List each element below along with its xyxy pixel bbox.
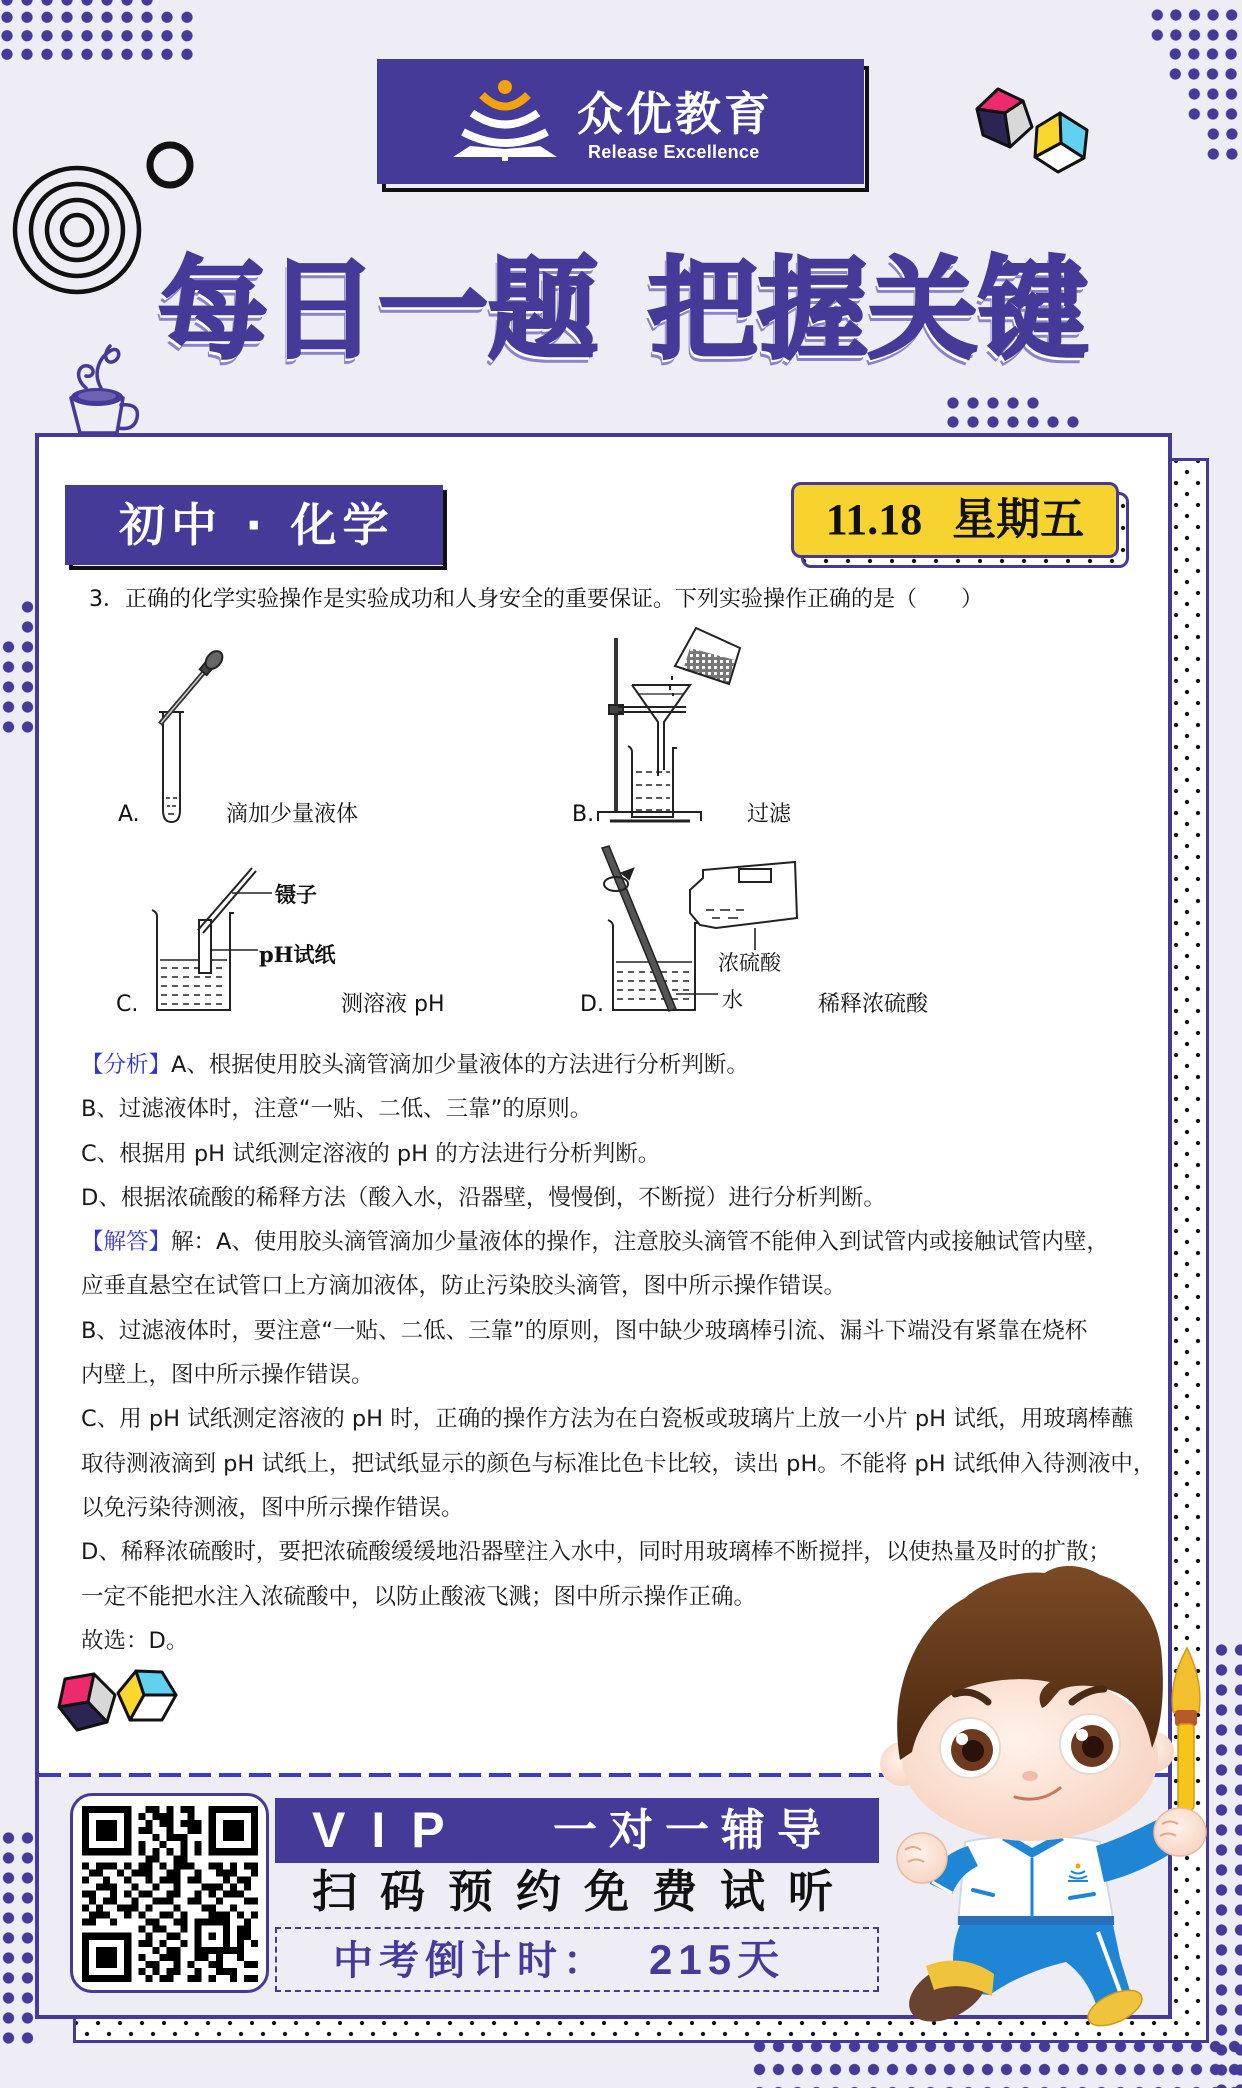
dot-grid-top-right: [1148, 5, 1242, 45]
vip-banner: [275, 1798, 879, 1863]
headline-left: 每日一题: [158, 246, 598, 374]
option-d-letter: D.: [580, 992, 604, 1017]
solution-line: D、稀释浓硫酸时，要把浓硫酸缓缓地沿器壁注入水中，同时用玻璃棒不断搅拌，以使热量及时的扩散；: [81, 1539, 1111, 1566]
dot-grid-top-right: [1204, 124, 1242, 164]
concentric-circles: [15, 168, 139, 292]
qr-code: [82, 1806, 258, 1982]
question-stem: [89, 587, 983, 613]
figure-b-filtration: [598, 628, 740, 821]
vip-title: 一对一辅导: [553, 1805, 833, 1856]
solution-line: 一定不能把水注入浓硫酸中，以防止酸液飞溅；图中所示操作正确。: [81, 1583, 757, 1610]
solution-tag: 【解答】: [81, 1229, 172, 1256]
question-number: 3．: [89, 587, 125, 612]
headline-right: 把握关键: [648, 246, 1088, 374]
mascot-right-fist: [1154, 1808, 1206, 1856]
date-value: 11.18: [825, 495, 923, 544]
ring-icon: [150, 145, 190, 185]
answer-line: 故选：D。: [81, 1627, 189, 1654]
qr-code-frame: [70, 1793, 269, 1993]
analysis-tag: 【分析】: [81, 1052, 172, 1078]
option-a-caption: 滴加少量液体: [226, 802, 359, 827]
weekday-value: 星期五: [952, 495, 1085, 544]
scan-cta: 扫码预约免费试听: [312, 1865, 857, 1918]
callout-ph-paper: pH试纸: [259, 942, 336, 967]
analysis-line: [81, 1043, 1155, 1087]
solution-line: 以免污染待测液，图中所示操作错误。: [81, 1494, 464, 1521]
brand-logo-banner: [377, 59, 864, 184]
option-b-caption: 过滤: [747, 802, 792, 827]
dot-grid-top-right: [1166, 44, 1242, 84]
exam-countdown: [275, 1927, 879, 1992]
option-d-caption: 稀释浓硫酸: [818, 992, 929, 1017]
coffee-cup-icon: [60, 335, 160, 440]
callout-tweezers: 镊子: [275, 882, 317, 907]
solution-line: C、用 pH 试纸测定溶液的 pH 时，正确的操作方法为在白瓷板或玻璃片上放一小片 pH 试纸，用玻璃棒蘸: [81, 1406, 1134, 1433]
mascot-illustration: [880, 1560, 1220, 2040]
callout-water: 水: [722, 988, 743, 1012]
vip-label: VIP: [312, 1802, 471, 1858]
brand-slogan: Release Excellence: [588, 142, 760, 162]
solution-line: 取待测液滴到 pH 试纸上，把试纸显示的颜色与标准比色卡比较，读出 pH。不能将 pH 试纸伸入待测液中，: [81, 1450, 1156, 1477]
callout-conc-sulfuric-acid: 浓硫酸: [718, 951, 781, 975]
solution-line: 内壁上，图中所示操作错误。: [81, 1362, 374, 1389]
figure-c-ph-test: [152, 868, 272, 1010]
countdown-value: 215天: [649, 1936, 786, 1983]
mascot-head: [880, 1566, 1174, 1841]
analysis-line: B、过滤液体时，注意“一贴、二低、三靠”的原则。: [81, 1096, 593, 1123]
option-c-caption: 测溶液 pH: [341, 992, 445, 1017]
dot-grid-top-right: [1185, 84, 1242, 124]
cube-icon: [50, 1662, 185, 1737]
figure-a-dropper-test-tube: [159, 648, 226, 822]
solution-line: [81, 1220, 1155, 1264]
question-text: 正确的化学实验操作是实验成功和人身安全的重要保证。下列实验操作正确的是（ ）: [125, 587, 984, 612]
figure-d-dilution: [602, 846, 797, 1011]
dot-grid-title: [943, 412, 1083, 432]
dot-grid-left-middle: [0, 637, 37, 737]
solution-line: 应垂直悬空在试管口上方滴加液体，防止污染胶头滴管，图中所示操作错误。: [81, 1273, 847, 1300]
option-c-letter: C.: [116, 992, 139, 1017]
option-a-letter: A.: [118, 802, 140, 827]
date-tag: [791, 482, 1119, 558]
brush-icon: [1172, 1648, 1200, 1810]
dot-grid-title: [943, 393, 1043, 413]
analysis-line: C、根据用 pH 试纸测定溶液的 pH 的方法进行分析判断。: [81, 1140, 661, 1167]
dot-grid-left-bottom: [0, 1828, 37, 2048]
analysis-text: A、根据使用胶头滴管滴加少量液体的方法进行分析判断。: [171, 1052, 749, 1078]
dot-grid-top-left: [0, 8, 197, 64]
cube-icon: [970, 80, 1100, 180]
option-b-letter: B.: [572, 802, 595, 827]
dot-grid-left-middle: [18, 597, 37, 637]
mascot-legs: [899, 1920, 1147, 2034]
solution-line: B、过滤液体时，要注意“一贴、二低、三靠”的原则，图中缺少玻璃棒引流、漏斗下端没有紧靠在烧杯: [81, 1317, 1088, 1344]
brand-name: 众优教育: [577, 87, 773, 141]
solution-text: 解：A、使用胶头滴管滴加少量液体的操作，注意胶头滴管不能伸入到试管内或接触试管内壁，: [171, 1229, 1109, 1256]
mascot-left-fist: [897, 1833, 947, 1883]
countdown-label: 中考倒计时：: [333, 1938, 609, 1984]
subject-tag: 初中 · 化学: [65, 485, 443, 565]
analysis-line: D、根据浓硫酸的稀释方法（酸入水，沿器壁，慢慢倒，不断搅）进行分析判断。: [81, 1184, 886, 1211]
zhongyou-logo-icon: [377, 59, 577, 184]
